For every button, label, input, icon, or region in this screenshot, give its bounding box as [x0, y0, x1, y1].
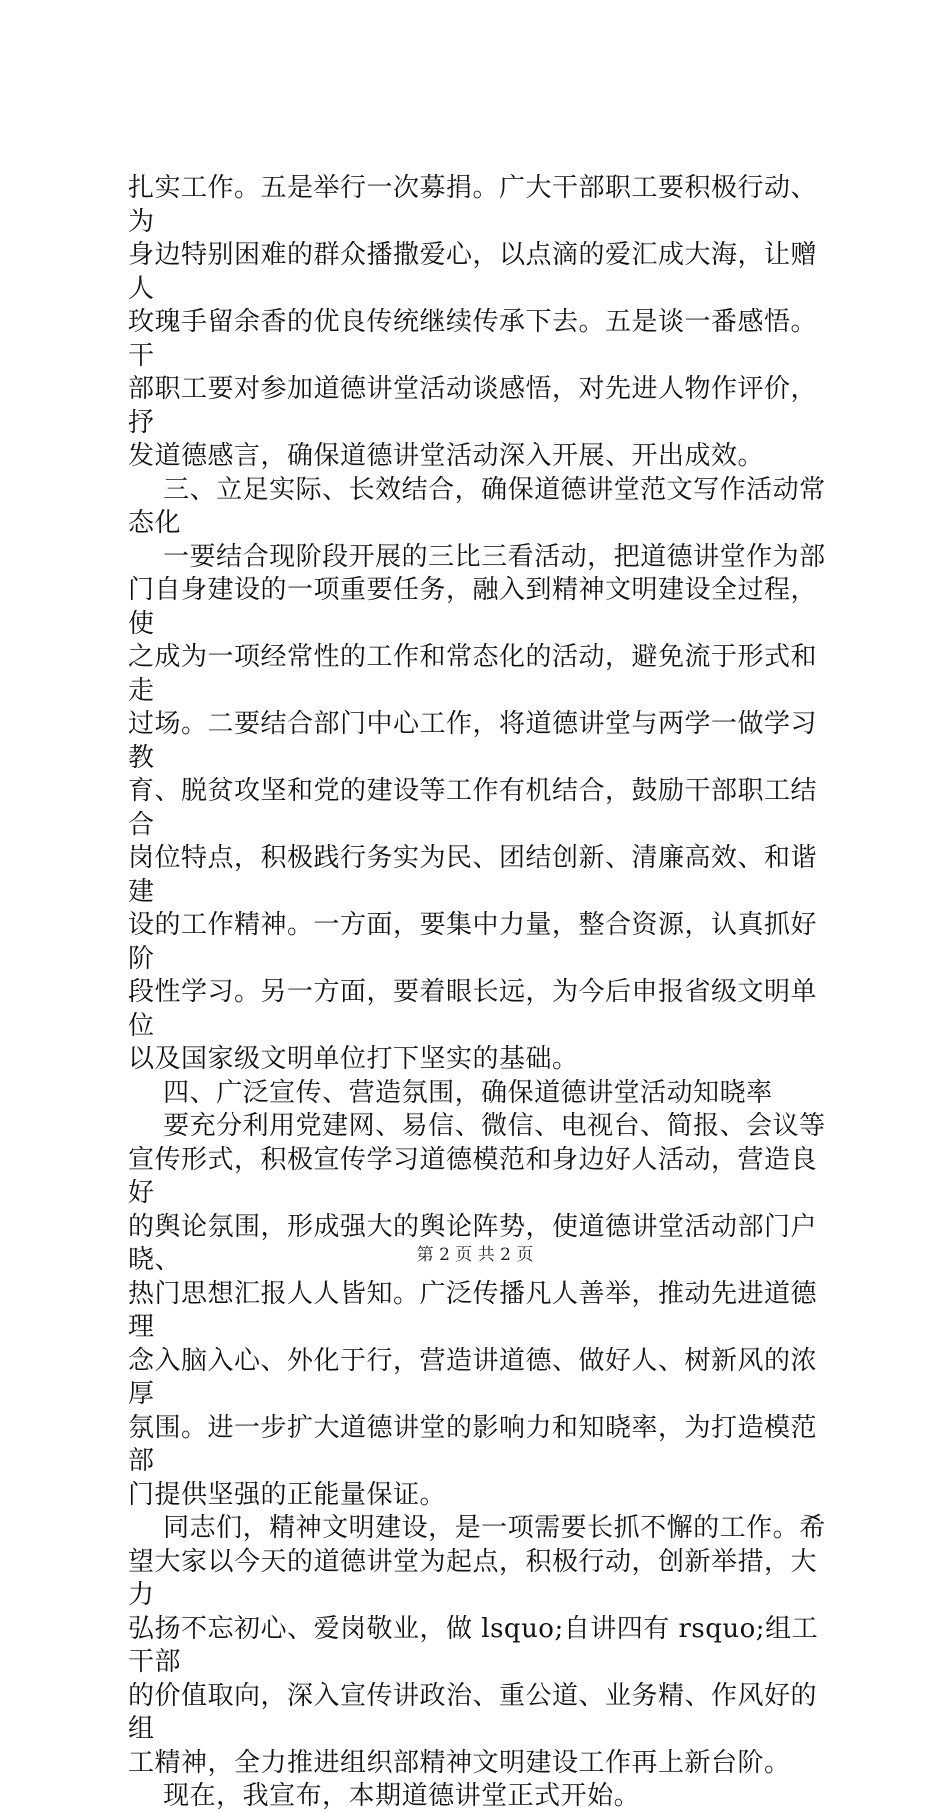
text-line: 扎实工作。五是举行一次募捐。广大干部职工要积极行动、为 — [128, 173, 818, 237]
text-line: 的价值取向，深入宣传讲政治、重公道、业务精、作风好的组 — [128, 1680, 818, 1744]
section-heading: 四、广泛宣传、营造氛围，确保道德讲堂活动知晓率 — [128, 1077, 773, 1108]
text-line: 以及国家级文明单位打下坚实的基础。 — [128, 1044, 579, 1074]
section-heading: 三、立足实际、长效结合，确保道德讲堂范文写作活动常 — [128, 474, 826, 505]
text-line: 要充分利用党建网、易信、微信、电视台、简报、会议等 — [128, 1111, 826, 1141]
text-line: 身边特别困难的群众播撒爱心，以点滴的爱汇成大海，让赠人 — [128, 240, 818, 304]
text-line: 设的工作精神。一方面，要集中力量，整合资源，认真抓好阶 — [128, 910, 818, 974]
text-line: 一要结合现阶段开展的三比三看活动，把道德讲堂作为部 — [128, 541, 826, 572]
text-line: 过场。二要结合部门中心工作，将道德讲堂与两学一做学习教 — [128, 709, 818, 773]
text-line: 热门思想汇报人人皆知。广泛传播凡人善举，推动先进道德理 — [128, 1278, 818, 1342]
text-line: 工精神，全力推进组织部精神文明建设工作再上新台阶。 — [128, 1747, 791, 1778]
text-line: 念入脑入心、外化于行，营造讲道德、做好人、树新风的浓厚 — [128, 1345, 818, 1409]
text-line: 岗位特点，积极践行务实为民、团结创新、清廉高效、和谐建 — [128, 843, 818, 907]
section-heading: 态化 — [128, 508, 182, 538]
text-line: 门提供坚强的正能量保证。 — [128, 1479, 447, 1510]
text-line: 同志们，精神文明建设，是一项需要长抓不懈的工作。希 — [128, 1513, 826, 1543]
text-line: 氛围。进一步扩大道德讲堂的影响力和知晓率，为打造模范部 — [128, 1412, 818, 1476]
text-line: 育、脱贫攻坚和党的建设等工作有机结合，鼓励干部职工结合 — [128, 776, 818, 840]
text-line: 门自身建设的一项重要任务，融入到精神文明建设全过程，使 — [128, 575, 818, 639]
text-line: 玫瑰手留余香的优良传统继续传承下去。五是谈一番感悟。干 — [128, 307, 818, 371]
text-line: 的舆论氛围，形成强大的舆论阵势，使道德讲堂活动部门户晓、 — [128, 1211, 818, 1275]
text-line: 部职工要对参加道德讲堂活动谈感悟，对先进人物作评价，抒 — [128, 374, 818, 438]
text-line: 发道德感言，确保道德讲堂活动深入开展、开出成效。 — [128, 441, 765, 471]
text-line: 宣传形式，积极宣传学习道德模范和身边好人活动，营造良好 — [128, 1144, 818, 1208]
text-line: 段性学习。另一方面，要着眼长远，为今后申报省级文明单位 — [128, 977, 818, 1041]
text-line: 望大家以今天的道德讲堂为起点，积极行动，创新举措，大力 — [128, 1546, 818, 1610]
text-line: 之成为一项经常性的工作和常态化的活动，避免流于形式和走 — [128, 642, 818, 706]
text-line: 弘扬不忘初心、爱岗敬业，做 lsquo;自讲四有 rsquo;组工干部 — [128, 1613, 819, 1677]
page-number-footer: 第 2 页 共 2 页 — [416, 1245, 534, 1265]
document-body — [128, 172, 838, 1814]
text-line: 现在，我宣布，本期道德讲堂正式开始。 — [128, 1781, 641, 1811]
